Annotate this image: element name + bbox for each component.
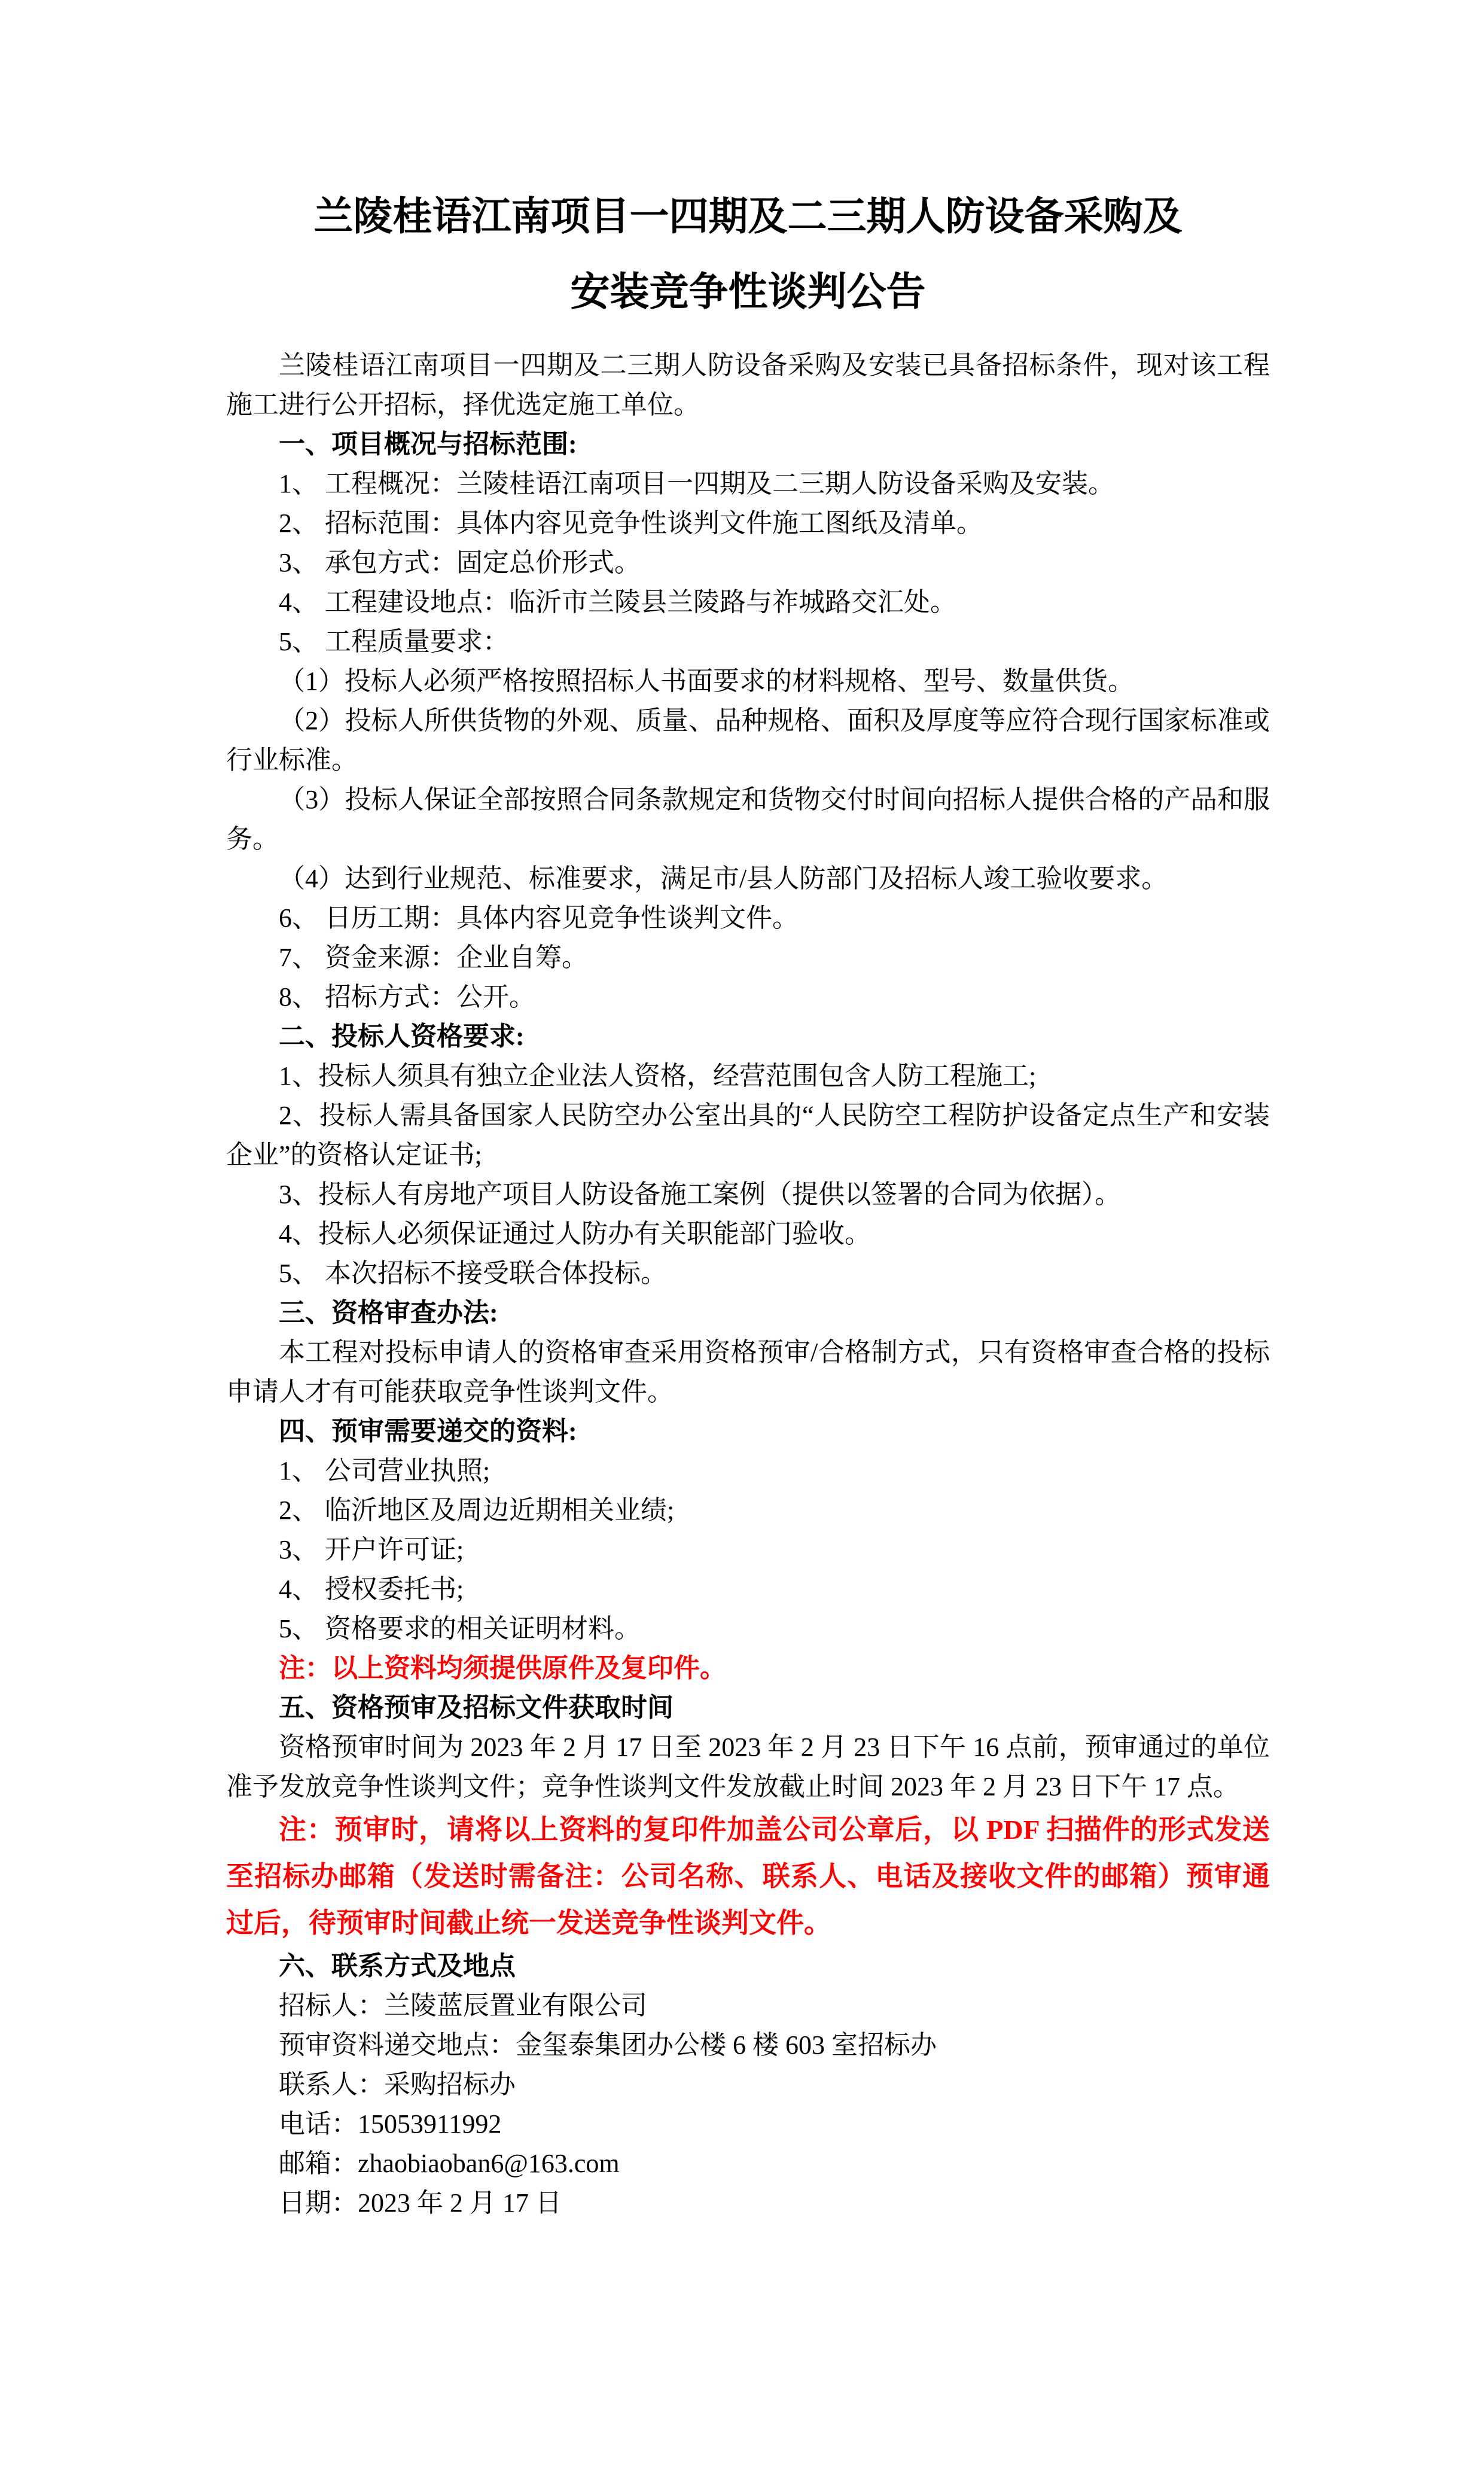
section-6-heading: 六、联系方式及地点 xyxy=(279,1951,516,1981)
section-5-heading: 五、资格预审及招标文件获取时间 xyxy=(279,1693,674,1722)
section-1-subitem-4: （4）达到行业规范、标准要求，满足市/县人防部门及招标人竣工验收要求。 xyxy=(279,864,1168,893)
section-1-subitem-3: （3）投标人保证全部按照合同条款规定和货物交付时间向招标人提供合格的产品和服务。 xyxy=(226,785,1270,854)
contact-date-line: 日期：2023 年 2 月 17 日 xyxy=(279,2188,562,2218)
document-title-line-1: 兰陵桂语江南项目一四期及二三期人防设备采购及 xyxy=(313,195,1183,239)
section-2-item-1: 1、投标人须具有独立企业法人资格，经营范围包含人防工程施工; xyxy=(279,1061,1037,1091)
document-title-line-2: 安装竞争性谈判公告 xyxy=(570,270,926,314)
section-5-body: 资格预审时间为 2023 年 2 月 17 日至 2023 年 2 月 23 日下午 16 点前，预审通过的单位准予发放竞争性谈判文件；竞争性谈判文件发放截止时间 2023 年 2 月 23 日下午 17 点。 xyxy=(226,1732,1270,1801)
section-2-item-4: 4、投标人必须保证通过人防办有关职能部门验收。 xyxy=(279,1219,871,1248)
section-4-item-2: 2、 临沂地区及周边近期相关业绩; xyxy=(279,1496,675,1525)
contact-address-line: 预审资料递交地点：金玺泰集团办公楼 6 楼 603 室招标办 xyxy=(279,2030,937,2060)
section-1-item-6: 6、 日历工期：具体内容见竞争性谈判文件。 xyxy=(279,903,799,933)
section-4-item-3: 3、 开户许可证; xyxy=(279,1535,464,1564)
section-4-item-5: 5、 资格要求的相关证明材料。 xyxy=(279,1614,641,1643)
section-2-item-5: 5、 本次招标不接受联合体投标。 xyxy=(279,1259,667,1288)
section-4-item-4: 4、 授权委托书; xyxy=(279,1574,464,1604)
section-1-subitem-1: （1）投标人必须严格按照招标人书面要求的材料规格、型号、数量供货。 xyxy=(279,666,1134,696)
section-4-red-note: 注：以上资料均须提供原件及复印件。 xyxy=(279,1653,726,1683)
contact-bidder-line: 招标人：兰陵蓝辰置业有限公司 xyxy=(279,1991,647,2020)
section-1-heading: 一、项目概况与招标范围: xyxy=(279,430,577,459)
section-2-heading: 二、投标人资格要求: xyxy=(279,1022,525,1051)
section-3-body: 本工程对投标申请人的资格审查采用资格预审/合格制方式，只有资格审查合格的投标申请人才有可能获取竞争性谈判文件。 xyxy=(226,1338,1270,1406)
contact-phone-line: 电话：15053911992 xyxy=(279,2109,502,2139)
section-4-heading: 四、预审需要递交的资料: xyxy=(279,1417,577,1446)
intro-paragraph: 兰陵桂语江南项目一四期及二三期人防设备采购及安装已具备招标条件，现对该工程施工进行公开招标，择优选定施工单位。 xyxy=(226,351,1270,419)
section-1-item-1: 1、 工程概况：兰陵桂语江南项目一四期及二三期人防设备采购及安装。 xyxy=(279,469,1114,498)
section-1-item-3: 3、 承包方式：固定总价形式。 xyxy=(279,548,641,577)
section-2-item-3: 3、投标人有房地产项目人防设备施工案例（提供以签署的合同为依据）。 xyxy=(279,1180,1121,1209)
document-title xyxy=(226,179,1270,330)
section-1-item-2: 2、 招标范围：具体内容见竞争性谈判文件施工图纸及清单。 xyxy=(279,508,983,538)
section-5-red-note: 注：预审时，请将以上资料的复印件加盖公司公章后，以 PDF 扫描件的形式发送至招标办邮箱（发送时需备注：公司名称、联系人、电话及接收文件的邮箱）预审通过后，待预审时间截止统一发送竞争性谈判文件。 xyxy=(226,1814,1270,1938)
contact-person-line: 联系人：采购招标办 xyxy=(279,2070,516,2099)
section-2-item-2: 2、投标人需具备国家人民防空办公室出具的“人民防空工程防护设备定点生产和安装企业”的资格认定证书; xyxy=(226,1101,1270,1170)
section-1-item-5: 5、 工程质量要求： xyxy=(279,627,509,656)
section-1-item-4: 4、 工程建设地点：临沂市兰陵县兰陵路与祚城路交汇处。 xyxy=(279,587,956,617)
section-3-heading: 三、资格审查办法: xyxy=(279,1298,498,1327)
section-4-item-1: 1、 公司营业执照; xyxy=(279,1456,490,1485)
section-1-subitem-2: （2）投标人所供货物的外观、质量、品种规格、面积及厚度等应符合现行国家标准或行业标准。 xyxy=(226,706,1270,775)
section-1-item-8: 8、 招标方式：公开。 xyxy=(279,982,535,1012)
contact-email-line: 邮箱：zhaobiaoban6@163.com xyxy=(279,2149,620,2178)
section-1-item-7: 7、 资金来源：企业自筹。 xyxy=(279,943,588,972)
